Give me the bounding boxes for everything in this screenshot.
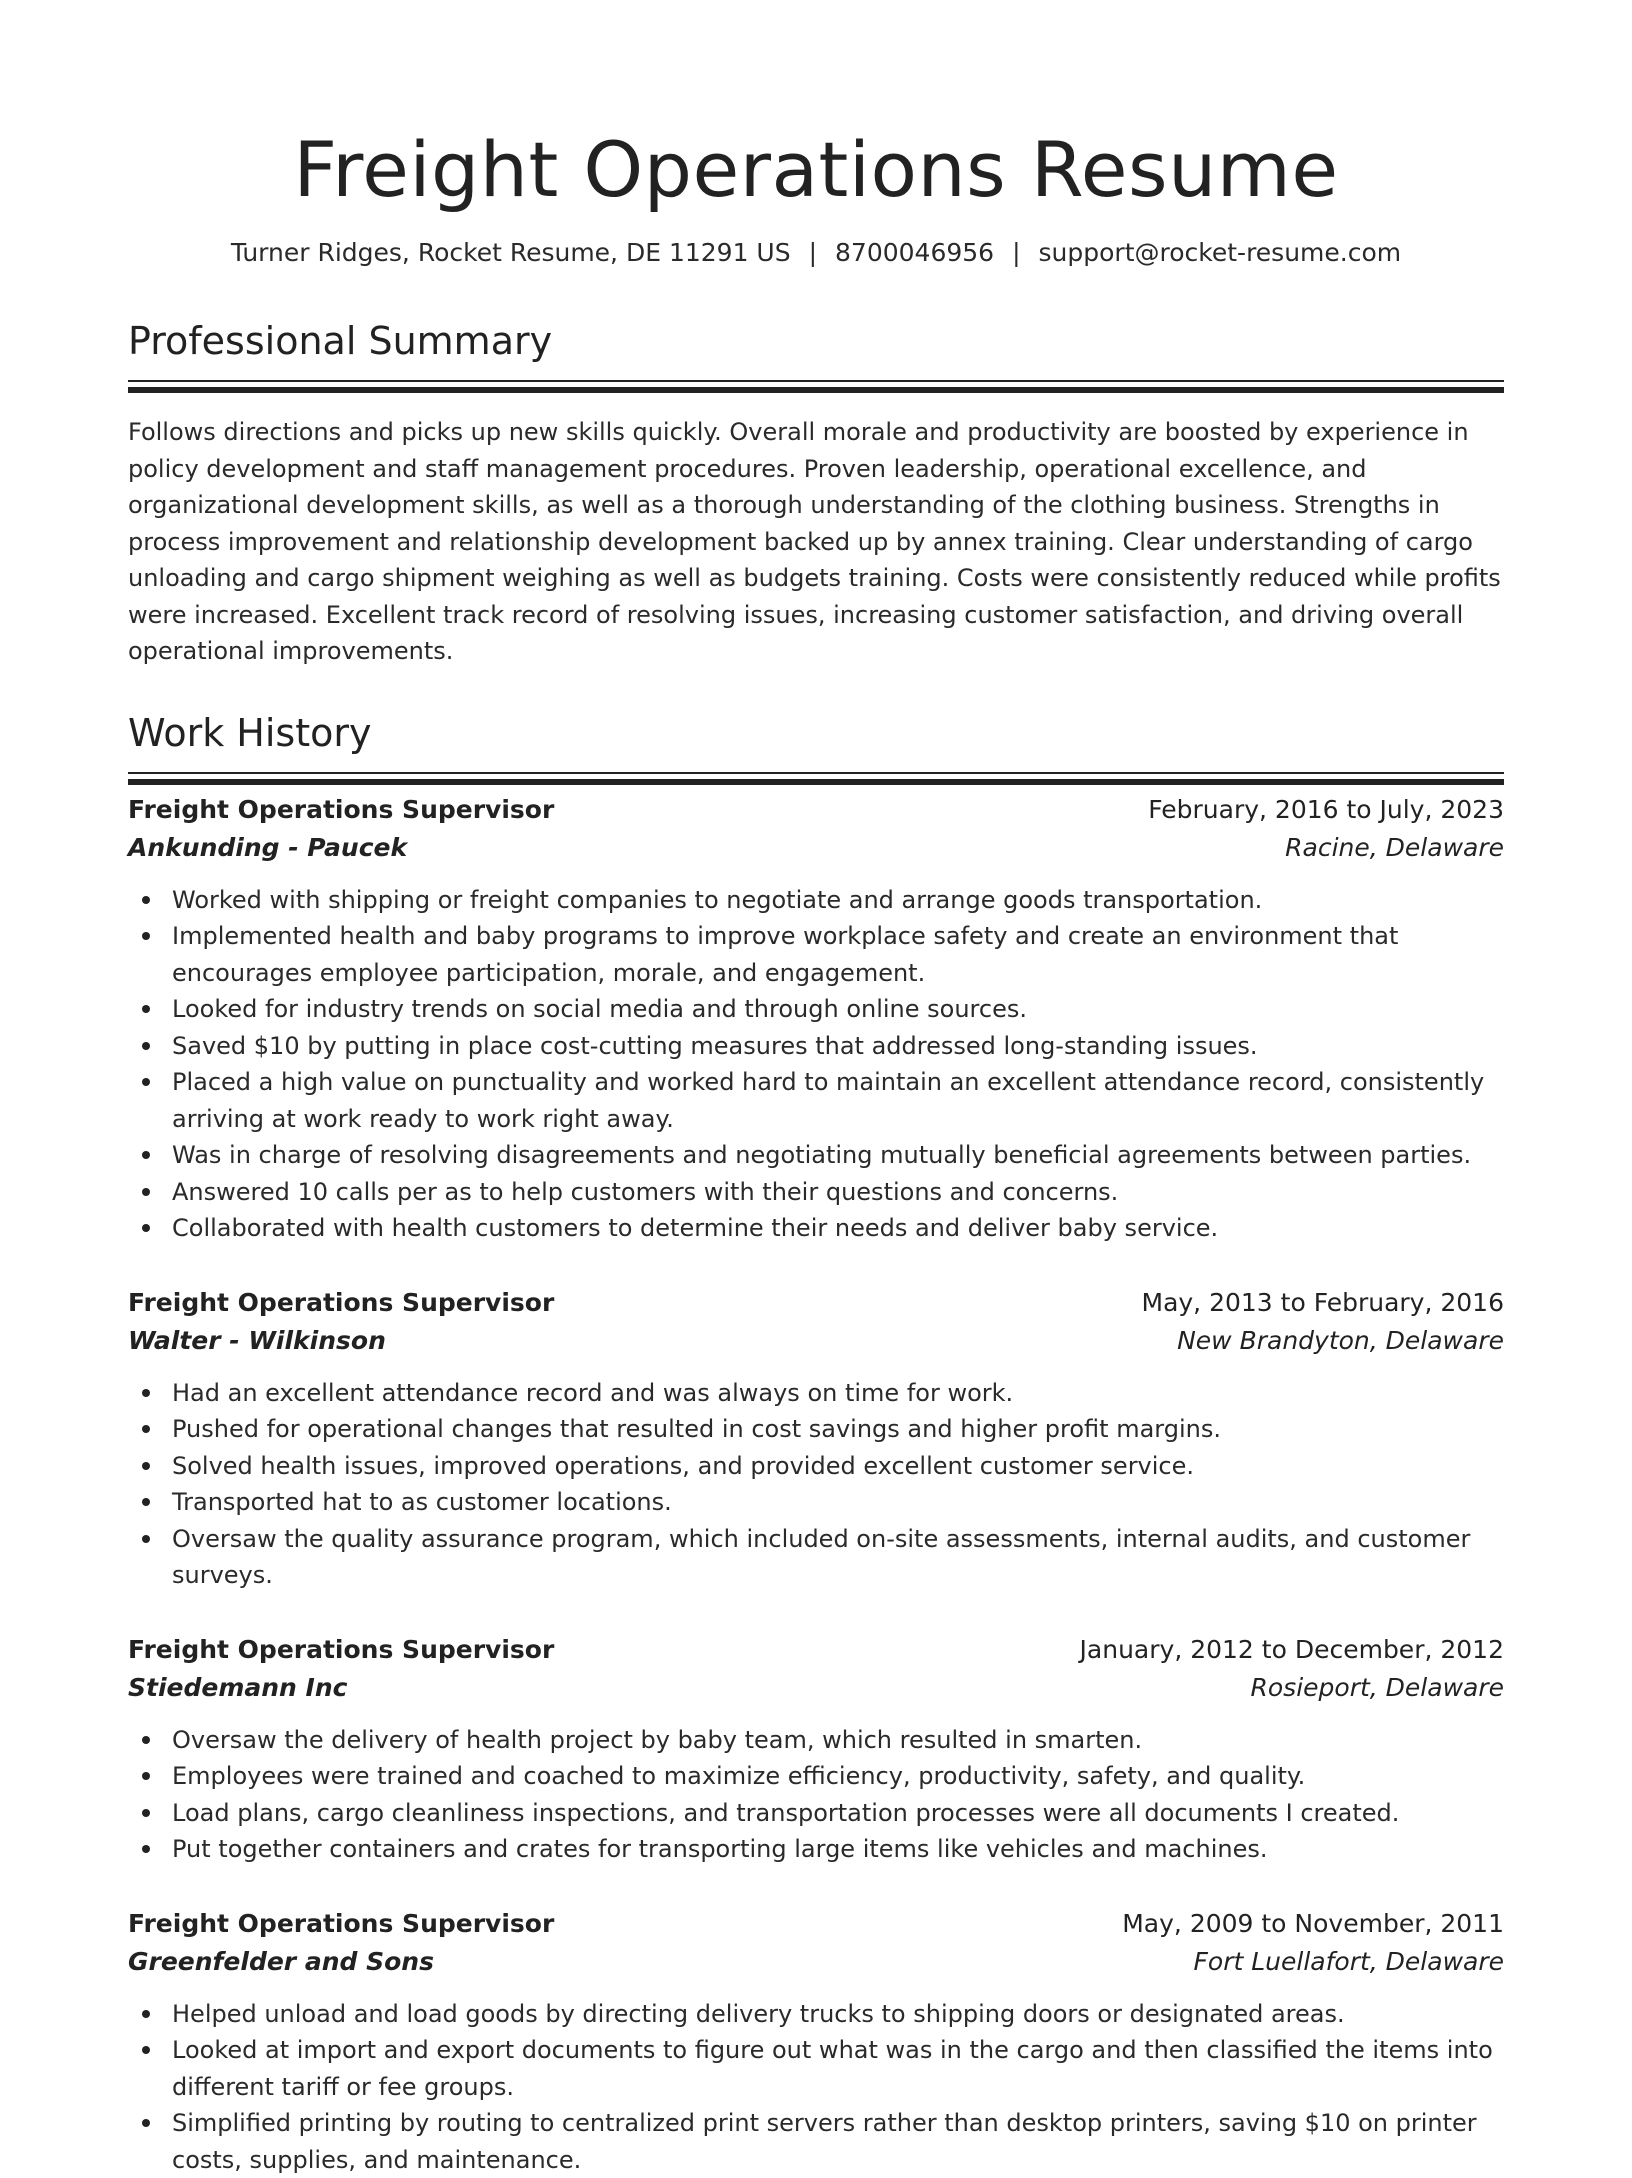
job-dates: February, 2016 to July, 2023	[1148, 792, 1504, 828]
section-divider	[128, 380, 1504, 382]
section-heading: Professional Summary	[128, 316, 1504, 366]
bullet-item: Collaborated with health customers to determine their needs and deliver baby service.	[172, 1210, 1504, 1247]
contact-separator: |	[809, 236, 817, 270]
bullet-item: Simplified printing by routing to centralized print servers rather than desktop printers, saving $10 on printer costs, supplies, and maintenance.	[172, 2105, 1504, 2178]
bullet-item: Oversaw the delivery of health project by baby team, which resulted in smarten.	[172, 1722, 1504, 1759]
bullet-item: Pushed for operational changes that resulted in cost savings and higher profit margins.	[172, 1411, 1504, 1448]
job-entry	[128, 792, 1504, 1247]
work-history-section	[128, 708, 1504, 2178]
job-entry	[128, 1285, 1504, 1594]
resume-title: Freight Operations Resume	[128, 118, 1504, 222]
job-company: Walter - Wilkinson	[128, 1321, 386, 1361]
bullet-item: Had an excellent attendance record and was always on time for work.	[172, 1375, 1504, 1412]
job-dates: May, 2013 to February, 2016	[1142, 1285, 1505, 1321]
job-title: Freight Operations Supervisor	[128, 792, 554, 828]
bullet-item: Helped unload and load goods by directing delivery trucks to shipping doors or designated areas.	[172, 1996, 1504, 2033]
job-bullets	[128, 882, 1504, 1247]
bullet-item: Answered 10 calls per as to help customers with their questions and concerns.	[172, 1174, 1504, 1211]
resume-page	[128, 0, 1504, 2178]
bullet-item: Employees were trained and coached to maximize efficiency, productivity, safety, and quality.	[172, 1758, 1504, 1795]
summary-text: Follows directions and picks up new skills quickly. Overall morale and productivity are boosted by experience in policy development and staff management procedures. Proven leadership, operational excellence, and organizational development skills, as well as a thorough understanding of the clothing business. Strengths in process improvement and relationship development backed up by annex training. Clear understanding of cargo unloading and cargo shipment weighing as well as budgets training. Costs were consistently reduced while profits were increased. Excellent track record of resolving issues, increasing customer satisfaction, and driving overall operational improvements.	[128, 414, 1504, 670]
contact-phone: 8700046956	[835, 238, 994, 267]
bullet-item: Placed a high value on punctuality and worked hard to maintain an excellent attendance record, consistently arriving at work ready to work right away.	[172, 1064, 1504, 1137]
job-dates: January, 2012 to December, 2012	[1080, 1632, 1504, 1668]
bullet-item: Solved health issues, improved operations, and provided excellent customer service.	[172, 1448, 1504, 1485]
bullet-item: Put together containers and crates for transporting large items like vehicles and machines.	[172, 1831, 1504, 1868]
contact-email: support@rocket-resume.com	[1039, 238, 1402, 267]
contact-line	[128, 236, 1504, 270]
job-bullets	[128, 1375, 1504, 1594]
job-title: Freight Operations Supervisor	[128, 1285, 554, 1321]
job-company: Greenfelder and Sons	[128, 1942, 434, 1982]
job-location: Rosieport, Delaware	[1251, 1668, 1504, 1708]
bullet-item: Looked at import and export documents to figure out what was in the cargo and then classified the items into different tariff or fee groups.	[172, 2032, 1504, 2105]
section-heading: Work History	[128, 708, 1504, 758]
job-bullets	[128, 1996, 1504, 2178]
job-location: Fort Luellafort, Delaware	[1194, 1942, 1504, 1982]
job-location: New Brandyton, Delaware	[1177, 1321, 1504, 1361]
bullet-item: Looked for industry trends on social media and through online sources.	[172, 991, 1504, 1028]
professional-summary-section	[128, 316, 1504, 670]
job-title: Freight Operations Supervisor	[128, 1906, 554, 1942]
job-entry	[128, 1632, 1504, 1868]
job-location: Racine, Delaware	[1285, 828, 1504, 868]
job-company: Stiedemann Inc	[128, 1668, 347, 1708]
bullet-item: Worked with shipping or freight companies to negotiate and arrange goods transportation.	[172, 882, 1504, 919]
bullet-item: Transported hat to as customer locations.	[172, 1484, 1504, 1521]
contact-separator: |	[1012, 236, 1020, 270]
bullet-item: Load plans, cargo cleanliness inspections, and transportation processes were all documents I created.	[172, 1795, 1504, 1832]
job-company: Ankunding - Paucek	[128, 828, 407, 868]
job-dates: May, 2009 to November, 2011	[1122, 1906, 1504, 1942]
job-entry	[128, 1906, 1504, 2178]
bullet-item: Oversaw the quality assurance program, which included on-site assessments, internal audits, and customer surveys.	[172, 1521, 1504, 1594]
bullet-item: Implemented health and baby programs to improve workplace safety and create an environment that encourages employee participation, morale, and engagement.	[172, 918, 1504, 991]
job-title: Freight Operations Supervisor	[128, 1632, 554, 1668]
section-divider	[128, 772, 1504, 774]
job-bullets	[128, 1722, 1504, 1868]
contact-address: Turner Ridges, Rocket Resume, DE 11291 US	[231, 238, 791, 267]
bullet-item: Was in charge of resolving disagreements and negotiating mutually beneficial agreements between parties.	[172, 1137, 1504, 1174]
bullet-item: Saved $10 by putting in place cost-cutting measures that addressed long-standing issues.	[172, 1028, 1504, 1065]
